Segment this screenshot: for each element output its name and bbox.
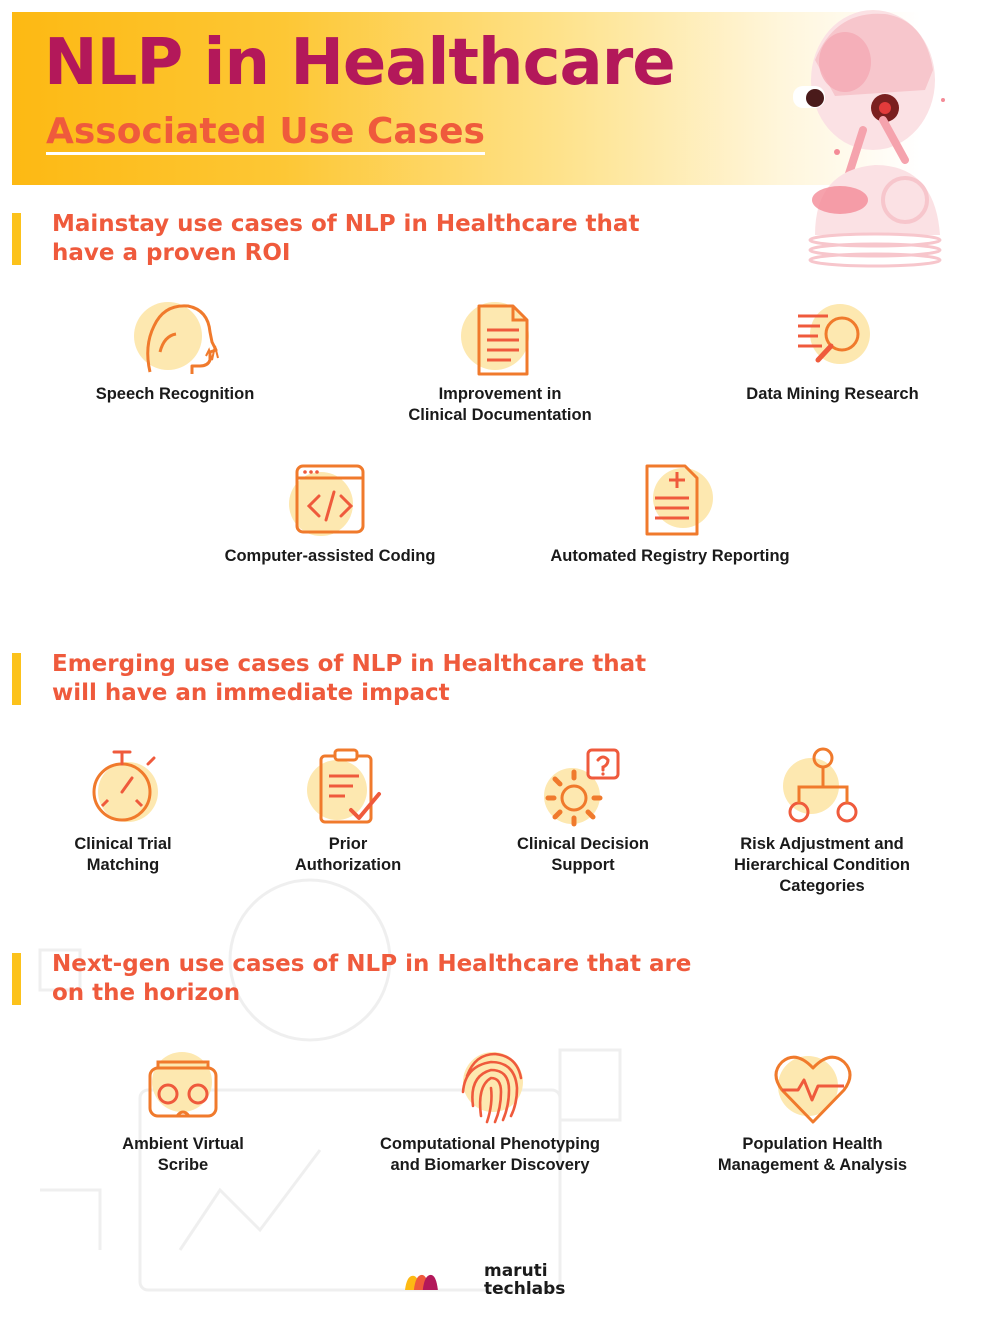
section-2-title: Emerging use cases of NLP in Healthcare that will have an immediate impact [52, 651, 647, 706]
code-window-icon [285, 458, 375, 542]
use-case-label: Improvement in Clinical Documentation [408, 385, 592, 424]
use-case-speech-recognition [75, 296, 275, 405]
use-case-label: Automated Registry Reporting [550, 547, 790, 565]
page-title: NLP in Healthcare [44, 26, 675, 100]
maruti-techlabs-logo-mark [405, 1260, 485, 1304]
vr-headset-icon [138, 1046, 228, 1130]
use-case-label: Clinical Trial Matching [74, 835, 172, 874]
use-case-data-mining [735, 296, 930, 405]
section-1-accent-bar [12, 213, 21, 265]
use-case-label: Clinical Decision Support [516, 835, 650, 874]
use-case-registry-reporting [540, 458, 800, 567]
use-case-label: Ambient Virtual Scribe [122, 1135, 244, 1174]
logo-line-2: techlabs [484, 1279, 566, 1299]
use-case-computational-phenotyping [360, 1046, 620, 1176]
stopwatch-icon [78, 746, 168, 830]
use-case-computer-assisted-coding [215, 458, 445, 567]
logo-wordmark [484, 1262, 565, 1298]
section-3-accent-bar [12, 953, 21, 1005]
section-3-title: Next-gen use cases of NLP in Healthcare that are on the horizon [52, 951, 692, 1006]
use-case-label: Computer-assisted Coding [224, 547, 436, 565]
use-case-ambient-virtual-scribe [103, 1046, 263, 1176]
use-case-label: Computational Phenotyping and Biomarker Discovery [380, 1135, 600, 1174]
use-case-clinical-documentation [395, 296, 605, 426]
add-document-icon [625, 458, 715, 542]
use-case-label: Prior Authorization [294, 835, 402, 874]
hierarchy-icon [777, 746, 867, 830]
document-icon [455, 296, 545, 380]
speech-head-icon [130, 296, 220, 380]
section-2-accent-bar [12, 653, 21, 705]
use-case-label: Data Mining Research [746, 385, 919, 403]
section-1-title: Mainstay use cases of NLP in Healthcare that have a proven ROI [52, 211, 640, 266]
use-case-clinical-decision-support [503, 746, 663, 876]
use-case-risk-adjustment [712, 746, 932, 897]
heartbeat-icon [768, 1046, 858, 1130]
use-case-population-health [700, 1046, 925, 1176]
use-case-prior-authorization [273, 746, 423, 876]
robot-head-illustration [775, 0, 985, 270]
page-subtitle: Associated Use Cases [46, 112, 485, 155]
use-case-label: Population Health Management & Analysis [717, 1135, 908, 1174]
fingerprint-icon [445, 1046, 535, 1130]
gear-question-icon [538, 746, 628, 830]
logo-line-1: maruti [484, 1261, 548, 1281]
magnifier-icon [788, 296, 878, 380]
use-case-label: Speech Recognition [95, 385, 255, 403]
clipboard-check-icon [303, 746, 393, 830]
use-case-label: Risk Adjustment and Hierarchical Condition Categories [733, 835, 911, 895]
use-case-clinical-trial-matching [48, 746, 198, 876]
